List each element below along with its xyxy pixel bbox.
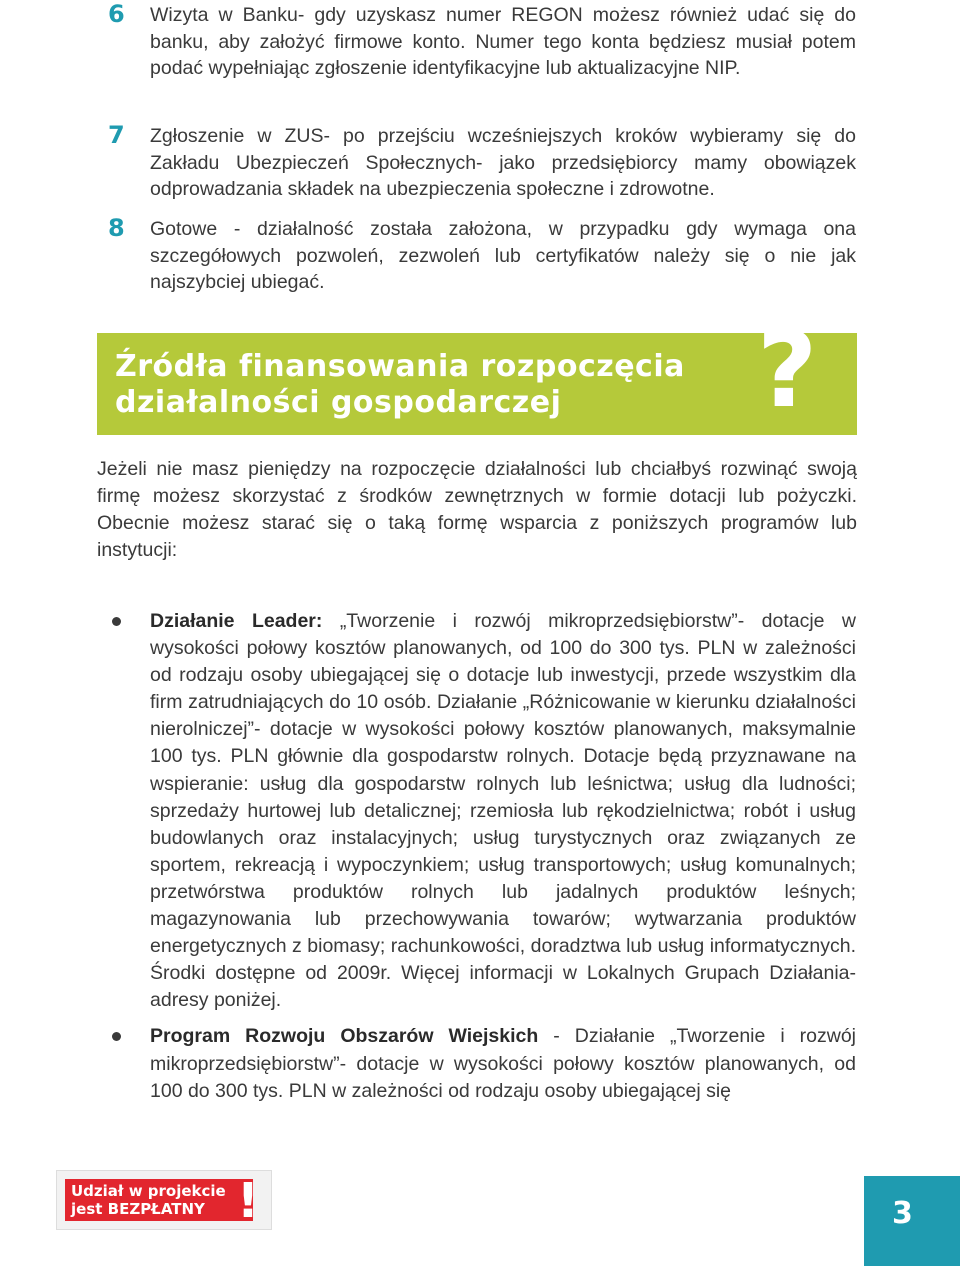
page-number: 3 [892, 1196, 913, 1231]
question-mark-icon: ? [757, 309, 818, 431]
step-text: Wizyta w Banku- gdy uzyskasz numer REGON możesz również udać się do banku, aby założyć firmowe konto. Numer tego konta będziesz musiał potem podać wypełniając zgłoszenie identyfikacyjne lub aktualizacyjne NIP. [150, 4, 856, 79]
page-number-box [864, 1176, 960, 1266]
list-item [112, 1023, 856, 1104]
badge-line1: Udział w projekcie [71, 1182, 226, 1200]
list-item [112, 608, 856, 1014]
bullet-icon [112, 1032, 121, 1041]
step-text: Zgłoszenie w ZUS- po przejściu wcześniejszych kroków wybieramy się do Zakładu Ubezpieczeń Społecznych- jako przedsiębiorcy mamy obowiązek odprowadzania składek na ubezpieczenia społeczne i zdrowotne. [150, 125, 856, 200]
step-7 [108, 121, 856, 203]
funding-program-list [112, 608, 856, 1114]
badge-line2: jest BEZPŁATNY [71, 1200, 205, 1218]
free-project-badge [56, 1170, 272, 1230]
section-title [115, 349, 715, 421]
step-number: 7 [108, 121, 125, 149]
exclamation-icon: ! [237, 1173, 259, 1229]
section-title-line1: Źródła finansowania rozpoczęcia [115, 349, 685, 384]
step-number: 6 [108, 0, 125, 28]
section-banner [97, 309, 857, 435]
section-title-line2: działalności gospodarczej [115, 385, 562, 420]
program-title: Działanie Leader: [150, 610, 323, 632]
step-text: Gotowe - działalność została założona, w przypadku gdy wymaga ona szczegółowych pozwoleń, zezwoleń lub certyfikatów należy się o nie jak najszybciej ubiegać. [150, 218, 856, 293]
step-6 [108, 0, 856, 82]
program-title: Program Rozwoju Obszarów Wiejskich [150, 1025, 539, 1048]
intro-paragraph: Jeżeli nie masz pieniędzy na rozpoczęcie działalności lub chciałbyś rozwinąć swoją firmę możesz skorzystać z środków zewnętrznych w formie dotacji lub pożyczki. Obecnie możesz starać się o taką formę wsparcia z poniższych programów lub instytucji: [97, 458, 857, 561]
step-8 [108, 214, 856, 296]
program-description: - Działanie „Tworzenie i rozwój mikroprzedsiębiorstw”- dotacje w wysokości połowy kosztów planowanych, od 100 do 300 tys. PLN w zależności od rodzaju osoby ubiegającej się [150, 1025, 857, 1102]
step-number: 8 [108, 214, 125, 242]
program-description: „Tworzenie i rozwój mikroprzedsiębiorstw”- dotacje w wysokości połowy kosztów planowanych, od 100 do 300 tys. PLN w zależności od rodzaju osoby ubiegającej się o dotacje lub inwestycji, przede wszystkim dla firm zatrudniających do 10 osób. Działanie „Różnicowanie w kierunku działalności nierolniczej”- dotacje w wysokości połowy kosztów planowanych, maksymalnie 100 tys. PLN głównie dla gospodarstw rolnych. Dotacje będą przyznawane na wspieranie: usług dla gospodarstw rolnych lub leśnictwa; usług dla ludności; sprzedaży hurtowej lub detalicznej; rzemiosła lub rękodzielnictwa; robót i usług budowlanych oraz instalacyjnych; usług turystycznych oraz związanych ze sportem, rekreacją i wypoczynkiem; usług transportowych; usług komunalnych; przetwórstwa produktów rolnych lub jadalnych produktów leśnych; magazynowania lub przechowywania towarów; wytwarzania produktów energetycznych z biomasy; rachunkowości, doradztwa lub usług informatycznych. Środki dostępne od 2009r. Więcej informacji w Lokalnych Grupach Działania- adresy poniżej. [150, 610, 857, 1012]
bullet-icon [112, 617, 121, 626]
badge-box [65, 1173, 259, 1229]
